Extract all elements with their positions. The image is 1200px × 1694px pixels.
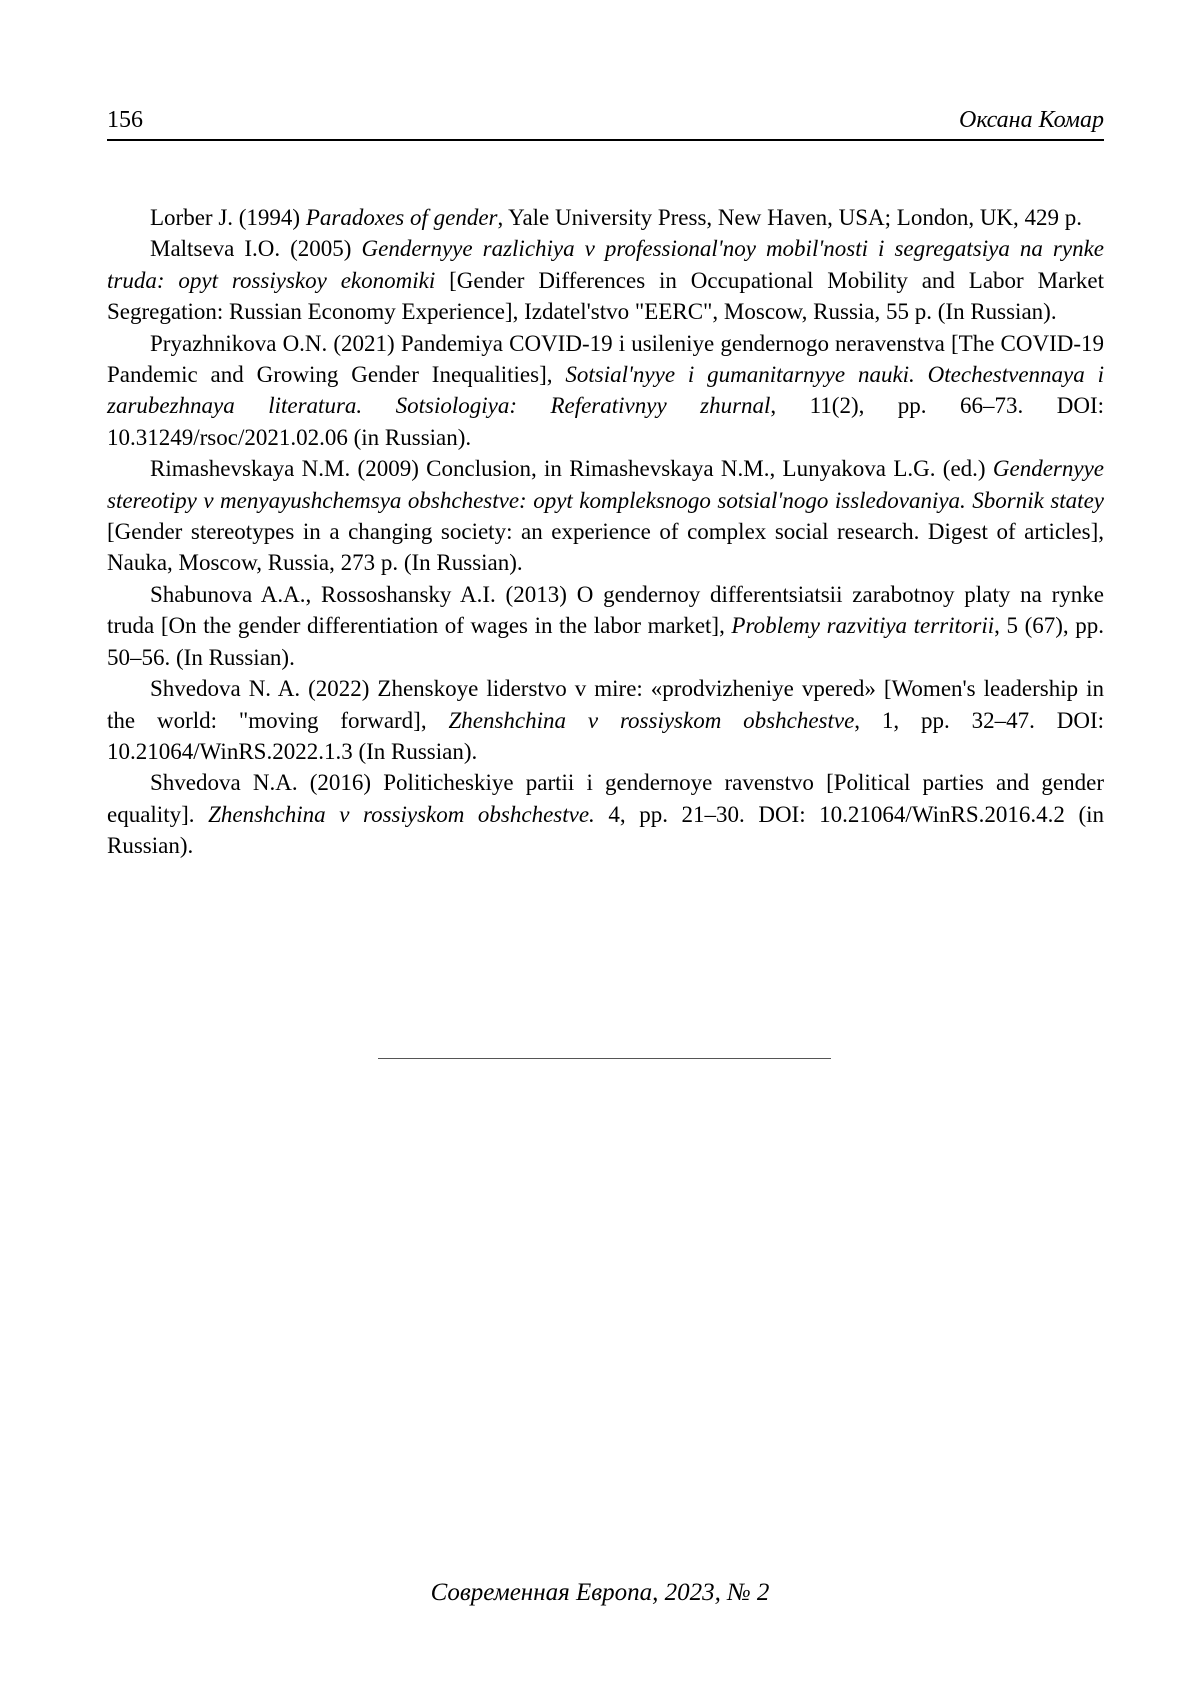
reference-text: , 11(2), pp. 66–73. DOI: 10.31249/rsoc/2021.02.06 (in Russian). [107, 393, 1104, 450]
reference-text: [Gender stereotypes in a changing society: an experience of complex social research. Digest of articles], Nauka, Moscow, Russia, 273 p. (In Russian). [107, 519, 1104, 576]
reference-text: Shvedova N.A. (2016) Politicheskiye partii i gendernoye ravenstvo [Political parties and gender equality]. [107, 770, 1104, 827]
reference-title: Gendernyye razlichiya v professional'noy mobil'nosti i segregatsiya na rynke truda: opyt rossiyskoy ekonomiki [107, 236, 1104, 293]
reference-title: Zhenshchina v rossiyskom obshchestve [448, 707, 855, 733]
reference-title: Problemy razvitiya territorii [731, 613, 995, 639]
reference-entry [107, 579, 1104, 673]
reference-list [107, 202, 1104, 862]
page-number: 156 [107, 107, 143, 133]
reference-entry [107, 673, 1104, 767]
reference-text: Shvedova N. A. (2022) Zhenskoye liderstvo v mire: «prodvizheniye vpered» [Women's leadership in the world: "moving forward], [107, 676, 1104, 733]
reference-text: Rimashevskaya N.M. (2009) Conclusion, in Rimashevskaya N.M., Lunyakova L.G. (ed.) [150, 456, 993, 482]
reference-text: , 5 (67), pp. 50–56. (In Russian). [107, 613, 1104, 670]
reference-title: Paradoxes of gender [305, 205, 498, 230]
reference-entry [107, 202, 1104, 233]
reference-title: Gendernyye stereotipy v menyayushchemsya obshchestve: opyt kompleksnogo sotsial'nogo issledovaniya. Sbornik statey [107, 456, 1104, 513]
reference-entry [107, 453, 1104, 579]
reference-text: Pryazhnikova O.N. (2021) Pandemiya COVID-19 i usileniye gendernogo neravenstva [The COVID-19 Pandemic and Growing Gender Inequalities], [107, 330, 1104, 388]
reference-title: Zhenshchina v rossiyskom obshchestve. [208, 801, 595, 827]
reference-text: 4, pp. 21–30. DOI: 10.21064/WinRS.2016.4.2 (in Russian). [107, 801, 1104, 859]
reference-entry [107, 767, 1104, 861]
running-header-author: Оксана Комар [958, 107, 1104, 133]
reference-entry [107, 328, 1104, 454]
reference-text: , 1, pp. 32–47. DOI: 10.21064/WinRS.2022.1.3 (In Russian). [107, 707, 1104, 764]
running-header [107, 103, 1104, 141]
reference-entry [107, 233, 1104, 327]
reference-text: , Yale University Press, New Haven, USA; London, UK, 429 p. [497, 205, 1083, 230]
reference-text: [Gender Differences in Occupational Mobility and Labor Market Segregation: Russian Economy Experience], Izdatel'stvo "EERC", Moscow, Russia, 55 p. (In Russian). [107, 267, 1104, 325]
running-footer: Современная Европа, 2023, № 2 [430, 1579, 770, 1606]
reference-text: Shabunova A.A., Rossoshansky A.I. (2013) O gendernoy differentsiatsii zarabotnoy platy na rynke truda [On the gender differentiation of wages in the labor market], [107, 581, 1104, 639]
end-separator-line [378, 1058, 831, 1059]
reference-title: Sotsial'nyye i gumanitarnyye nauki. Otechestvennaya i zarubezhnaya literatura. Sotsiologiya: Referativnyy zhurnal [107, 362, 1104, 419]
reference-text: Maltseva I.O. (2005) [150, 236, 362, 262]
reference-text: Lorber J. (1994) [150, 205, 306, 230]
